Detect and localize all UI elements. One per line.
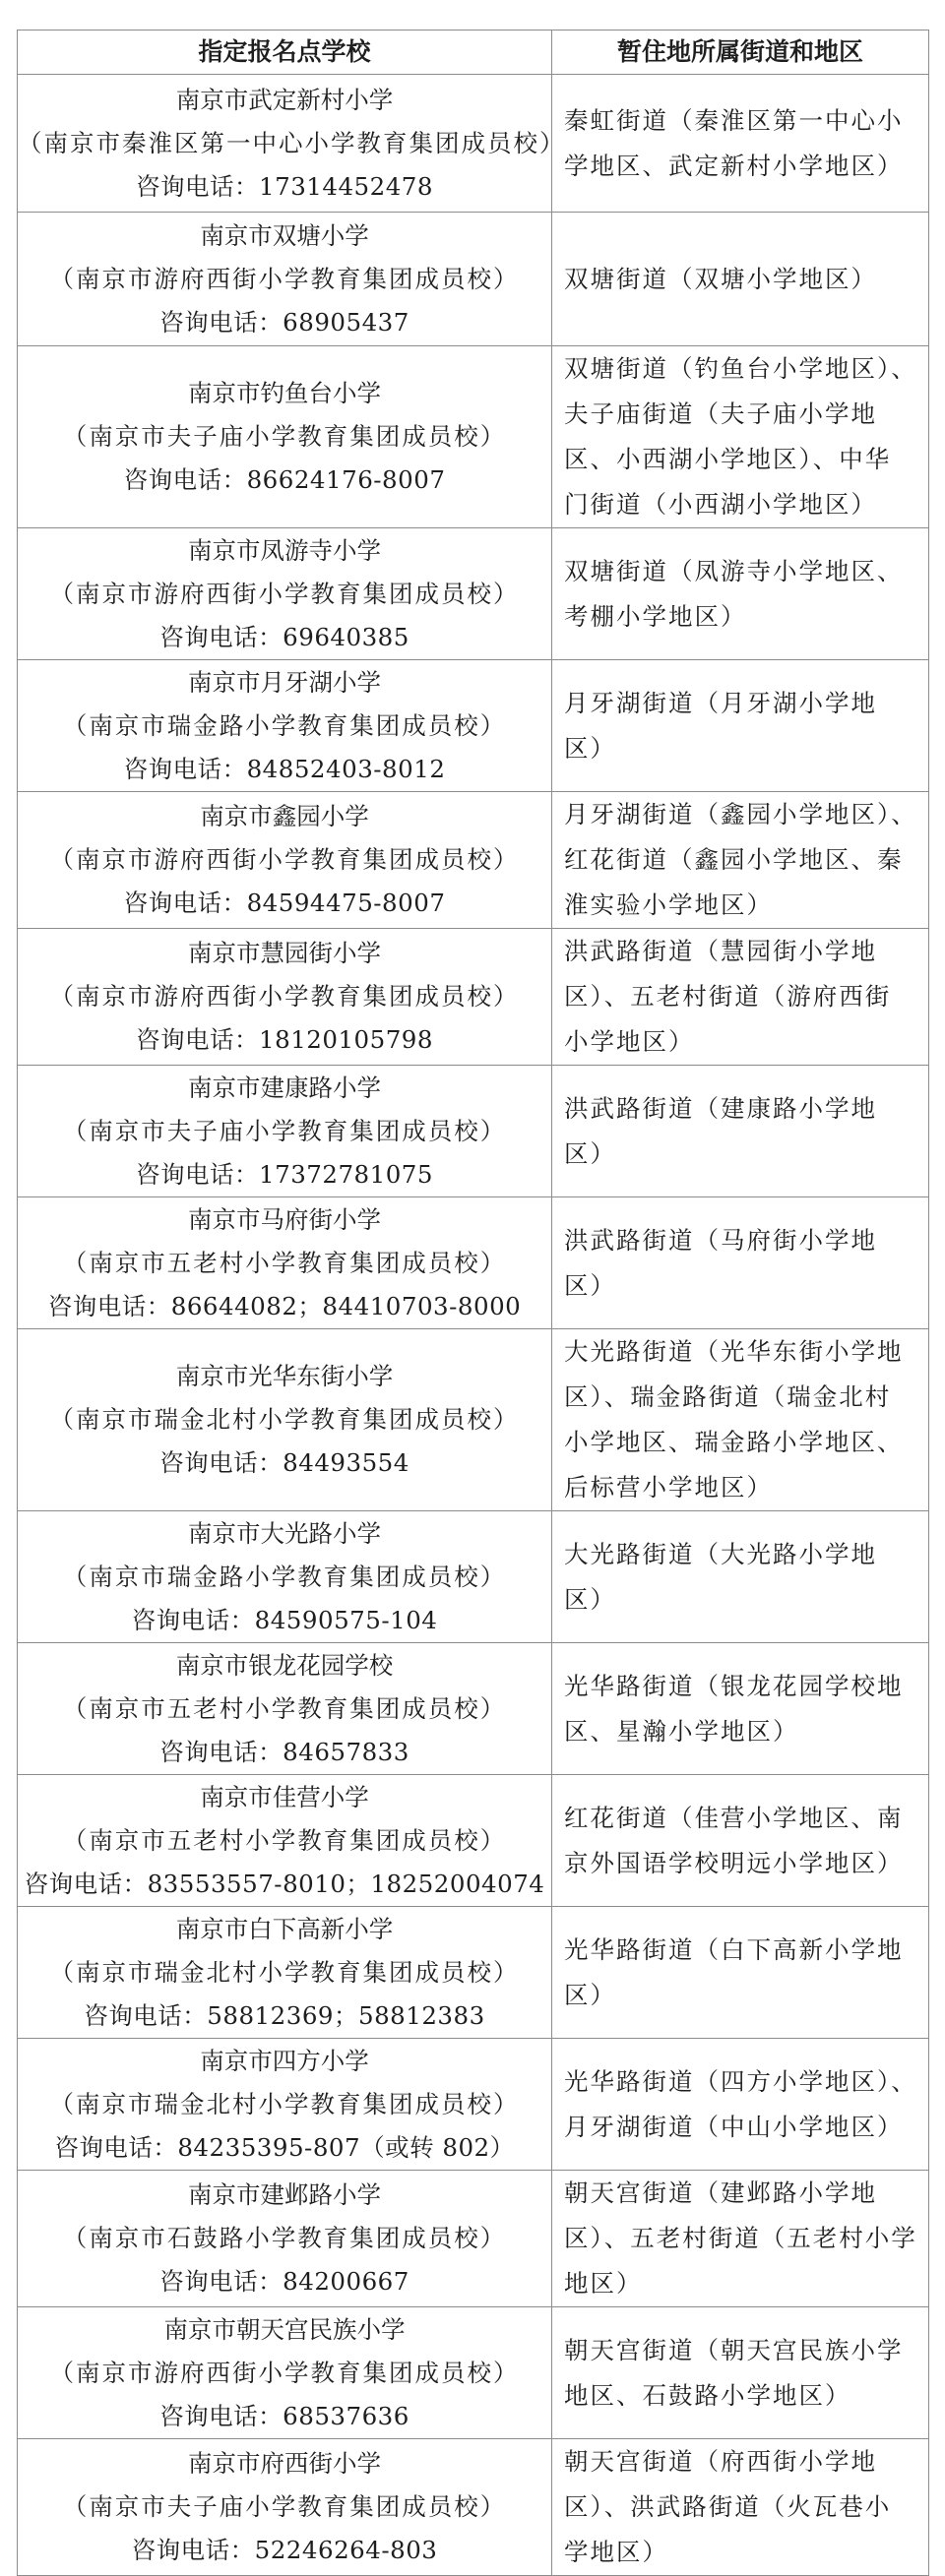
area-line: 月牙湖街道（鑫园小学地区）、 [564, 800, 917, 828]
school-cell [18, 213, 552, 346]
school-name: 南京市白下高新小学 [175, 1914, 394, 1943]
table-row [18, 75, 929, 213]
table-row [18, 1066, 929, 1197]
area-cell [552, 1643, 929, 1775]
school-phone: 咨询电话：68537636 [159, 2401, 410, 2430]
school-phone: 咨询电话：86644082；84410703-8000 [47, 1291, 522, 1320]
school-phone: 咨询电话：18120105798 [136, 1025, 433, 1054]
school-name: 南京市钓鱼台小学 [188, 379, 381, 407]
table-row [18, 1197, 929, 1329]
area-cell [552, 929, 929, 1066]
area-line: 月牙湖街道（月牙湖小学地 [564, 688, 877, 717]
school-phone: 咨询电话：84493554 [159, 1448, 410, 1477]
school-group: （南京市游府西街小学教育集团成员校） [49, 982, 520, 1011]
area-line: 区） [564, 733, 616, 763]
school-group: （南京市五老村小学教育集团成员校） [62, 1693, 507, 1723]
area-cell [552, 1197, 929, 1329]
school-phone: 咨询电话：84657833 [159, 1737, 410, 1766]
area-line: 区、小西湖小学地区）、中华 [564, 445, 892, 473]
area-cell [552, 792, 929, 929]
school-cell [18, 792, 552, 929]
area-line: 秦虹街道（秦淮区第一中心小 [564, 105, 904, 135]
school-name: 南京市四方小学 [200, 2046, 369, 2075]
area-line: 小学地区） [564, 1027, 695, 1056]
school-group: （南京市石鼓路小学教育集团成员校） [62, 2224, 507, 2252]
table-row [18, 792, 929, 929]
school-name: 南京市大光路小学 [188, 1518, 381, 1548]
school-name: 南京市建邺路小学 [188, 2180, 381, 2209]
area-line: 区） [564, 1584, 616, 1614]
header-area: 暂住地所属街道和地区 [552, 31, 929, 75]
table-row [18, 346, 929, 528]
table-row [18, 2439, 929, 2576]
school-group: （南京市瑞金北村小学教育集团成员校） [49, 1957, 520, 1987]
school-group: （南京市游府西街小学教育集团成员校） [49, 845, 520, 874]
school-cell [18, 2171, 552, 2307]
area-line: 洪武路街道（建康路小学地 [564, 1093, 877, 1123]
school-cell [18, 2307, 552, 2439]
area-line: 区） [564, 1270, 616, 1300]
school-group: （南京市游府西街小学教育集团成员校） [49, 264, 520, 293]
area-cell [552, 1329, 929, 1511]
area-line: 区）、瑞金路街道（瑞金北村 [564, 1382, 892, 1411]
area-line: 朝天宫街道（建邺路小学地 [564, 2178, 877, 2207]
school-group: （南京市瑞金路小学教育集团成员校） [62, 1562, 507, 1591]
school-phone: 咨询电话：84852403-8012 [123, 754, 446, 783]
school-phone: 咨询电话：58812369；58812383 [84, 2000, 485, 2030]
table-row [18, 1329, 929, 1511]
table-row [18, 528, 929, 660]
school-cell [18, 1329, 552, 1511]
school-name: 南京市银龙花园学校 [175, 1650, 394, 1680]
school-group: （南京市夫子庙小学教育集团成员校） [62, 1116, 507, 1145]
school-name: 南京市马府街小学 [188, 1204, 381, 1234]
area-line: 朝天宫街道（朝天宫民族小学 [564, 2335, 904, 2364]
school-name: 南京市武定新村小学 [175, 85, 394, 114]
table-row [18, 1643, 929, 1775]
table-row [18, 1775, 929, 1907]
school-phone: 咨询电话：17314452478 [136, 171, 433, 201]
table-row [18, 2171, 929, 2307]
area-cell [552, 346, 929, 528]
area-cell [552, 1775, 929, 1907]
school-name: 南京市月牙湖小学 [188, 667, 381, 697]
area-line: 学地区、武定新村小学地区） [564, 151, 904, 180]
area-line: 区） [564, 1980, 616, 2009]
area-cell [552, 2039, 929, 2171]
table-row [18, 213, 929, 346]
area-line: 夫子庙街道（夫子庙小学地 [564, 399, 877, 428]
school-group: （南京市秦淮区第一中心小学教育集团成员校） [18, 128, 566, 157]
school-phone: 咨询电话：84594475-8007 [123, 889, 446, 917]
school-cell [18, 528, 552, 660]
area-line: 地区、石鼓路小学地区） [564, 2380, 851, 2410]
area-line: 大光路街道（光华东街小学地 [564, 1337, 904, 1366]
school-cell [18, 75, 566, 213]
area-line: 洪武路街道（慧园街小学地 [564, 937, 877, 965]
school-group: （南京市夫子庙小学教育集团成员校） [62, 2492, 507, 2521]
school-cell [18, 2439, 552, 2576]
school-cell [18, 1643, 552, 1775]
area-line: 淮实验小学地区） [564, 890, 773, 919]
area-line: 区） [564, 1138, 616, 1168]
area-line: 地区） [564, 2269, 643, 2298]
school-name: 南京市府西街小学 [188, 2449, 381, 2478]
school-phone: 咨询电话：84200667 [159, 2267, 410, 2296]
school-cell [18, 660, 552, 792]
school-phone: 咨询电话：52246264-803 [131, 2536, 438, 2564]
school-group: （南京市游府西街小学教育集团成员校） [49, 579, 520, 608]
school-cell [18, 1511, 552, 1643]
school-name: 南京市光华东街小学 [175, 1362, 394, 1390]
header-row [18, 31, 929, 75]
area-line: 光华路街道（四方小学地区）、 [564, 2066, 917, 2096]
school-group: （南京市瑞金北村小学教育集团成员校） [49, 2089, 520, 2118]
area-line: 光华路街道（白下高新小学地 [564, 1934, 904, 1964]
area-line: 区）、洪武路街道（火瓦巷小 [564, 2492, 892, 2521]
school-phone: 咨询电话：84590575-104 [131, 1605, 438, 1634]
header-school: 指定报名点学校 [18, 31, 552, 75]
table-row [18, 660, 929, 792]
area-cell [552, 528, 929, 660]
area-line: 区）、五老村街道（五老村小学 [564, 2224, 917, 2252]
area-cell [552, 75, 929, 213]
area-line: 京外国语学校明远小学地区） [564, 1848, 904, 1877]
area-cell [552, 2171, 929, 2307]
school-name: 南京市慧园街小学 [188, 939, 381, 967]
table-row [18, 1907, 929, 2039]
school-name: 南京市朝天宫民族小学 [163, 2314, 406, 2344]
area-line: 红花街道（鑫园小学地区、秦 [564, 845, 904, 874]
area-cell [552, 1907, 929, 2039]
table-body [18, 75, 929, 2576]
school-phone: 咨询电话：86624176-8007 [123, 465, 446, 494]
area-line: 区）、五老村街道（游府西街 [564, 982, 892, 1011]
area-line: 双塘街道（钓鱼台小学地区）、 [564, 354, 917, 383]
school-cell [18, 2039, 552, 2171]
school-phone: 咨询电话：83553557-8010；18252004074 [24, 1869, 545, 1898]
school-group: （南京市瑞金路小学教育集团成员校） [62, 710, 507, 740]
area-line: 朝天宫街道（府西街小学地 [564, 2447, 877, 2476]
school-group: （南京市五老村小学教育集团成员校） [62, 1248, 507, 1277]
area-cell [552, 213, 929, 346]
area-cell [552, 2307, 929, 2439]
school-group: （南京市瑞金北村小学教育集团成员校） [49, 1405, 520, 1434]
area-line: 双塘街道（凤游寺小学地区、 [564, 556, 904, 585]
school-area-table [17, 30, 929, 2576]
school-name: 南京市建康路小学 [188, 1073, 381, 1102]
area-line: 小学地区、瑞金路小学地区、 [564, 1428, 904, 1456]
area-line: 考棚小学地区） [564, 601, 747, 631]
school-phone: 咨询电话：17372781075 [136, 1159, 433, 1189]
school-cell [18, 1066, 552, 1197]
school-phone: 咨询电话：84235395-807（或转 802） [54, 2132, 515, 2162]
school-cell [18, 1197, 552, 1329]
area-line: 光华路街道（银龙花园学校地 [564, 1671, 904, 1700]
table-row [18, 2307, 929, 2439]
area-line: 洪武路街道（马府街小学地 [564, 1225, 877, 1255]
area-cell [552, 1511, 929, 1643]
school-name: 南京市鑫园小学 [200, 802, 369, 830]
table-row [18, 1511, 929, 1643]
school-cell [18, 1907, 552, 2039]
school-group: （南京市五老村小学教育集团成员校） [62, 1825, 507, 1855]
area-cell [552, 660, 929, 792]
school-cell [18, 1775, 552, 1907]
school-cell [18, 346, 552, 528]
school-name: 南京市佳营小学 [200, 1782, 369, 1811]
school-phone: 咨询电话：69640385 [159, 622, 410, 651]
area-line: 双塘街道（双塘小学地区） [564, 264, 877, 293]
school-name: 南京市双塘小学 [200, 220, 369, 250]
school-cell [18, 929, 552, 1066]
table-row [18, 2039, 929, 2171]
school-group: （南京市游府西街小学教育集团成员校） [49, 2358, 520, 2387]
area-line: 月牙湖街道（中山小学地区） [564, 2112, 904, 2141]
area-line: 区、星瀚小学地区） [564, 1716, 799, 1746]
area-line: 红花街道（佳营小学地区、南 [564, 1803, 904, 1832]
area-line: 门街道（小西湖小学地区） [564, 490, 877, 519]
area-cell [552, 1066, 929, 1197]
area-line: 后标营小学地区） [564, 1473, 773, 1502]
school-group: （南京市夫子庙小学教育集团成员校） [62, 422, 507, 451]
table-row [18, 929, 929, 1066]
area-line: 学地区） [564, 2538, 668, 2566]
area-line: 大光路街道（大光路小学地 [564, 1539, 877, 1568]
school-name: 南京市凤游寺小学 [188, 535, 381, 565]
school-phone: 咨询电话：68905437 [159, 307, 410, 337]
area-cell [552, 2439, 929, 2576]
